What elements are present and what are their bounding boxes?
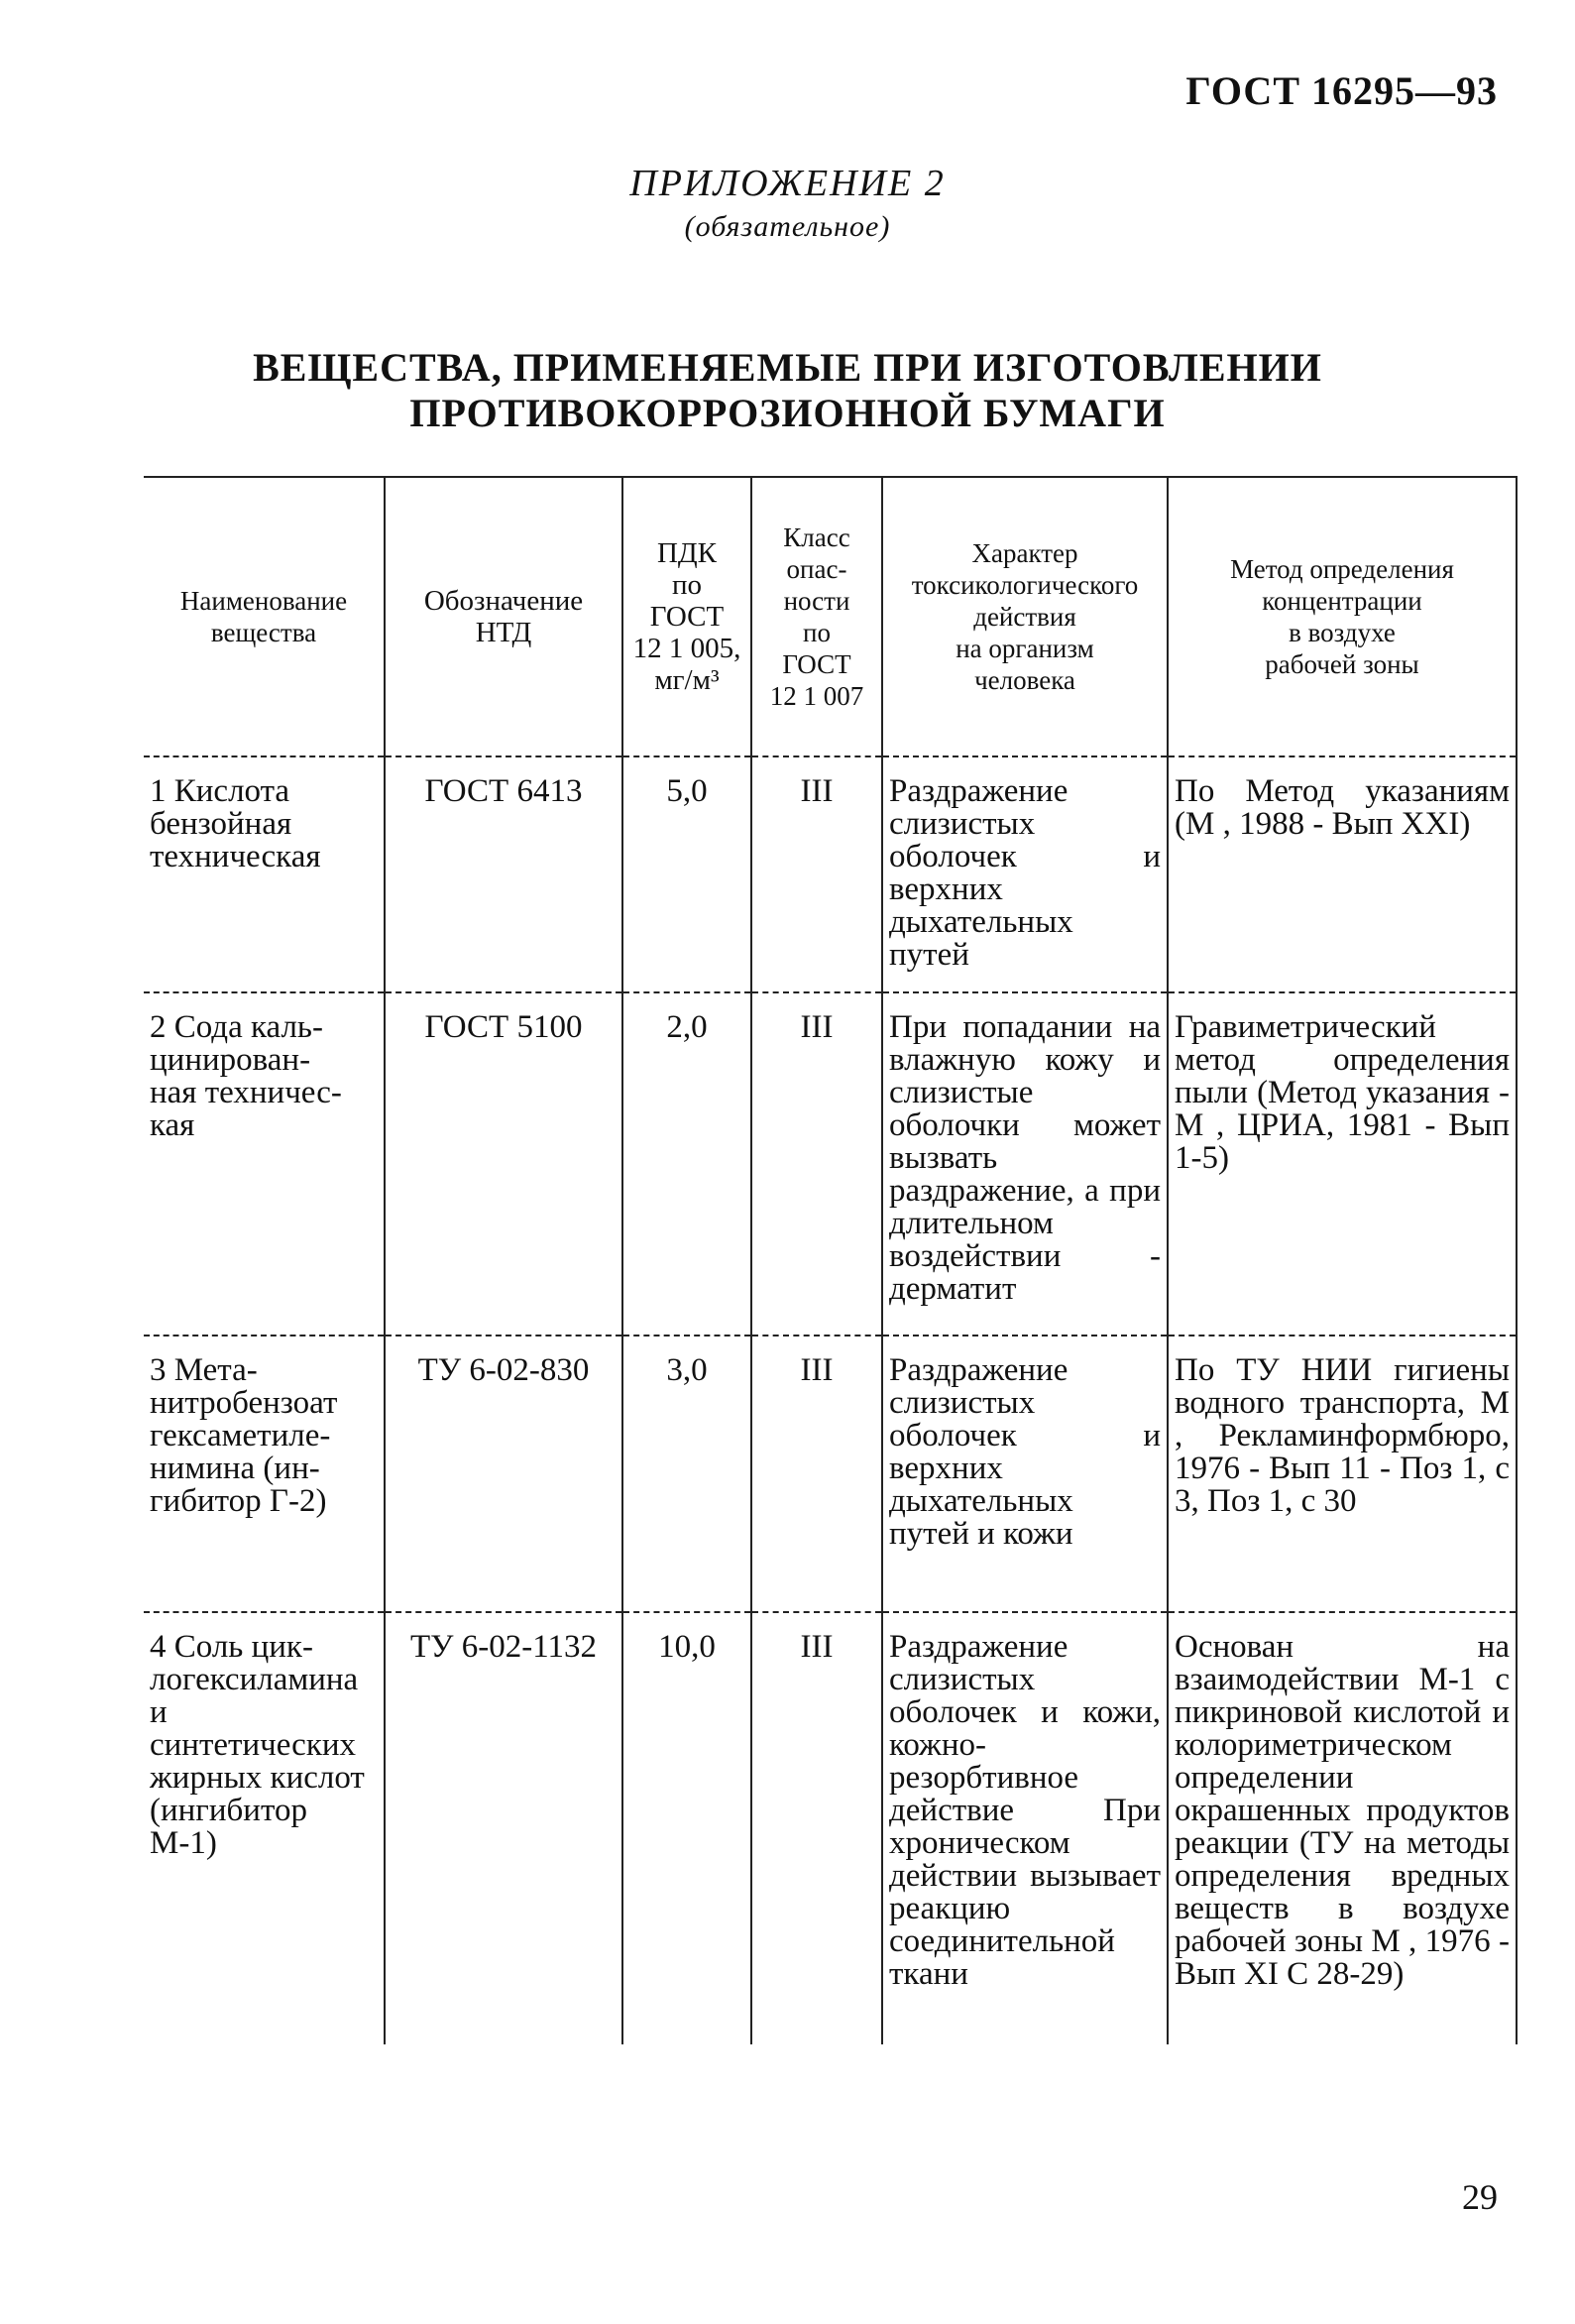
cell-pdk: 3,0 xyxy=(622,1336,751,1612)
cell-method: Основан на взаимодействии М-1 с пикриновой кислотой и колориметрическом определении окрашенных продуктов реакции (ТУ на методы определения вредных веществ в воздухе рабочей зоны М , 1976 - Вып XI С 28-29) xyxy=(1168,1612,1517,2044)
standard-code: ГОСТ 16295—93 xyxy=(1185,68,1498,113)
table-row xyxy=(144,992,1517,1336)
header-hazard-class: Класс опас- ности по ГОСТ 12 1 007 xyxy=(751,477,882,756)
cell-ntd: ТУ 6-02-1132 xyxy=(385,1612,622,2044)
table-header-row xyxy=(144,477,1517,756)
header-method: Метод определения концентрации в воздухе рабочей зоны xyxy=(1168,477,1517,756)
header-ntd: Обозначение НТД xyxy=(385,477,622,756)
cell-hazard-class: III xyxy=(751,756,882,992)
cell-ntd: ТУ 6-02-830 xyxy=(385,1336,622,1612)
cell-effect: Раздражение слизистых оболочек и верхних дыхательных путей xyxy=(882,756,1168,992)
cell-ntd: ГОСТ 6413 xyxy=(385,756,622,992)
header-name: Наименование вещества xyxy=(144,477,385,756)
document-title-line-2: ПРОТИВОКОРРОЗИОННОЙ БУМАГИ xyxy=(409,391,1166,435)
cell-method: Гравиметрический метод определения пыли (Метод указания - М , ЦРИА, 1981 - Вып 1-5) xyxy=(1168,992,1517,1336)
cell-name: 3 Мета- нитробензоат гексаметиле- нимина (ин- гибитор Г-2) xyxy=(144,1336,385,1612)
table-row xyxy=(144,1612,1517,2044)
cell-method: По Метод указаниям (М , 1988 - Вып XXI) xyxy=(1168,756,1517,992)
appendix-subtitle: (обязательное) xyxy=(684,210,891,243)
cell-hazard-class: III xyxy=(751,1336,882,1612)
cell-pdk: 5,0 xyxy=(622,756,751,992)
cell-effect: Раздражение слизистых оболочек и кожи, кожно-резорбтивное действие При хроническом действии вызывает реакцию соединительной ткани xyxy=(882,1612,1168,2044)
document-title-line-1: ВЕЩЕСТВА, ПРИМЕНЯЕМЫЕ ПРИ ИЗГОТОВЛЕНИИ xyxy=(253,345,1322,390)
document-title xyxy=(0,345,1575,436)
header-effect: Характер токсикологического действия на организм человека xyxy=(882,477,1168,756)
table-row xyxy=(144,756,1517,992)
cell-hazard-class: III xyxy=(751,1612,882,2044)
cell-effect: При попадании на влажную кожу и слизистые оболочки может вызвать раздражение, а при длительном воздействии - дерматит xyxy=(882,992,1168,1336)
table-row xyxy=(144,1336,1517,1612)
appendix-title: ПРИЛОЖЕНИЕ 2 xyxy=(629,163,946,204)
cell-ntd: ГОСТ 5100 xyxy=(385,992,622,1336)
cell-pdk: 10,0 xyxy=(622,1612,751,2044)
cell-pdk: 2,0 xyxy=(622,992,751,1336)
substances-table-wrapper xyxy=(144,476,1517,2044)
cell-effect: Раздражение слизистых оболочек и верхних дыхательных путей и кожи xyxy=(882,1336,1168,1612)
cell-name: 4 Соль цик- логексиламина и синтетических жирных кислот (ингибитор М-1) xyxy=(144,1612,385,2044)
cell-name: 2 Сода каль- цинирован- ная техничес- кая xyxy=(144,992,385,1336)
cell-name: 1 Кислота бензойная техническая xyxy=(144,756,385,992)
cell-method: По ТУ НИИ гигиены водного транспорта, М , Рекламинформбюро, 1976 - Вып 11 - Поз 1, с 3, Поз 1, с 30 xyxy=(1168,1336,1517,1612)
cell-hazard-class: III xyxy=(751,992,882,1336)
page-number: 29 xyxy=(1462,2177,1498,2217)
header-pdk: ПДК по ГОСТ 12 1 005, мг/м³ xyxy=(622,477,751,756)
substances-table xyxy=(144,476,1518,2044)
